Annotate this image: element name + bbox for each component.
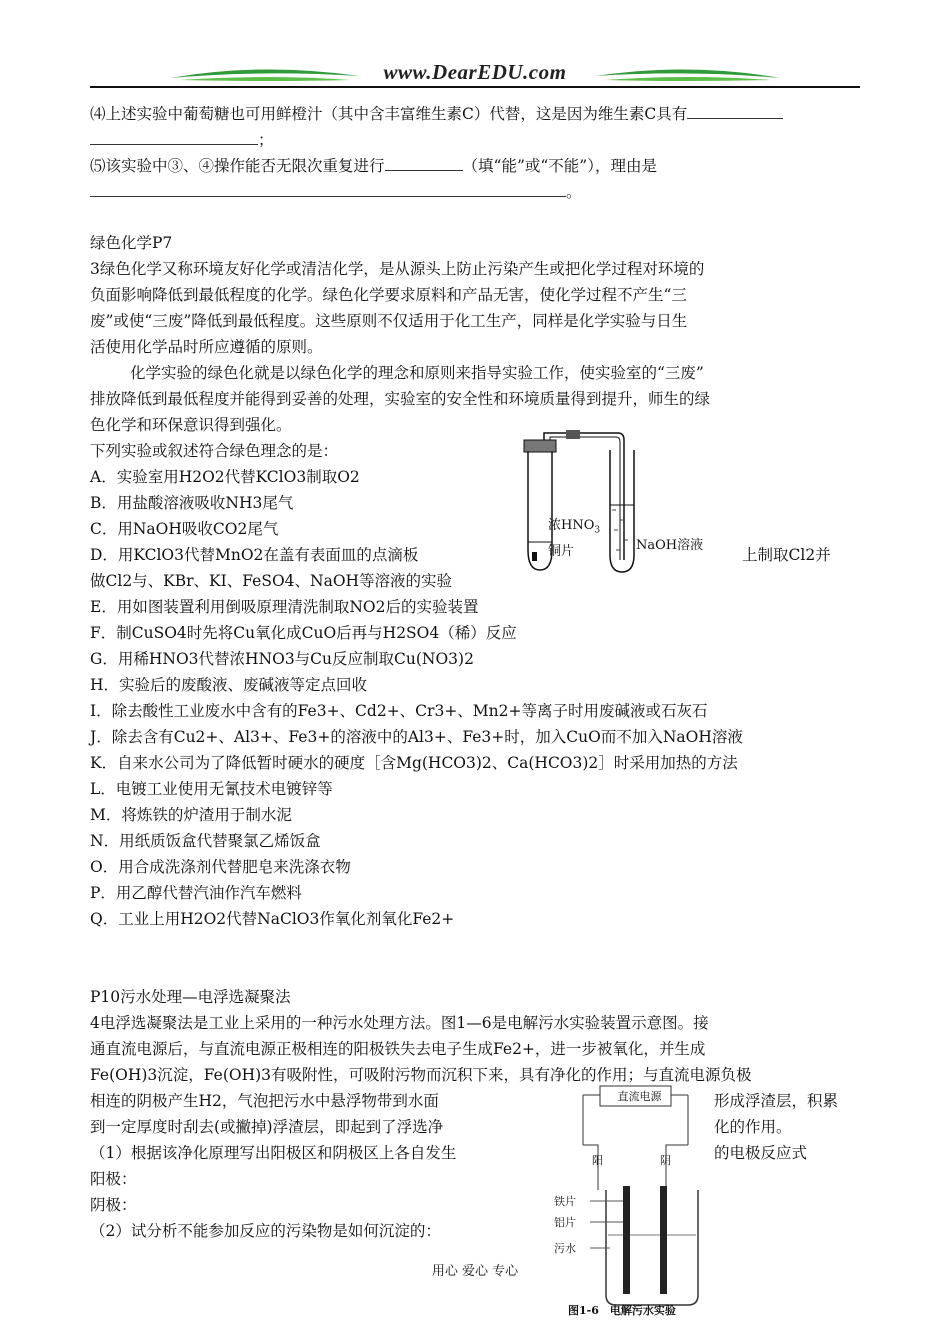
question-prompt: 下列实验或叙述符合绿色理念的是： <box>90 442 339 460</box>
question-4-line-2: ； <box>90 129 274 151</box>
paragraph-line: 到一定厚度时刮去(或撇掉)浮渣层，即起到了浮选净 <box>90 1118 444 1136</box>
option-a[interactable]: A．实验室用H2O2代替KClO3制取O2 <box>90 468 360 486</box>
question-5-line-2: 。 <box>90 181 582 203</box>
sub-question-1: （1）根据该净化原理写出阳极区和阴极区上各自发生 <box>90 1144 457 1162</box>
option-d-cont: 上制取Cl2并 <box>742 546 831 564</box>
paragraph-line: 化的作用。 <box>714 1118 792 1136</box>
paragraph-line: 废”或使“三废”降低到最低程度。这些原则不仅适用于化工生产，同样是化学实验与日生 <box>90 312 688 330</box>
option-d[interactable]: D．用KClO3代替MnO2在盖有表面皿的点滴板 <box>90 546 419 564</box>
label-cathode: 阴 <box>660 1154 671 1167</box>
answer-blank[interactable] <box>687 104 783 119</box>
option-q[interactable]: Q．工业上用H2O2代替NaClO3作氧化剂氧化Fe2+ <box>90 910 455 928</box>
paragraph-line: 4电浮选凝聚法是工业上采用的一种污水处理方法。图1—6是电解污水实验装置示意图。接 <box>90 1014 709 1032</box>
question-4-line-1 <box>90 103 783 125</box>
label-sewage: 污水 <box>554 1242 576 1255</box>
label-aluminum: 铝片 <box>554 1216 576 1229</box>
option-n[interactable]: N．用纸质饭盒代替聚氯乙烯饭盒 <box>90 832 321 850</box>
cathode-answer[interactable]: 阴极： <box>90 1196 137 1214</box>
label-iron: 铁片 <box>554 1195 576 1208</box>
paragraph-line: 通直流电源后，与直流电源正极相连的阳极铁失去电子生成Fe2+，进一步被氧化，并生成 <box>90 1040 706 1058</box>
header-rule <box>90 86 860 88</box>
paragraph-line: 排放降低到最低程度并能得到妥善的处理，实验室的安全性和环境质量得到提升，师生的绿 <box>90 390 711 408</box>
section-title-green-chem: 绿色化学P7 <box>90 234 173 252</box>
label-naoh: NaOH溶液 <box>636 538 704 553</box>
option-i[interactable]: I．除去酸性工业废水中含有的Fe3+、Cd2+、Cr3+、Mn2+等离子时用废碱液或石灰石 <box>90 702 708 720</box>
option-k[interactable]: K．自来水公司为了降低暂时硬水的硬度［含Mg(HCO3)2、Ca(HCO3)2］时采用加热的方法 <box>90 754 738 772</box>
paragraph-line: 3绿色化学又称环境友好化学或清洁化学，是从源头上防止污染产生或把化学过程对环境的 <box>90 260 705 278</box>
paragraph-line: 相连的阴极产生H2，气泡把污水中悬浮物带到水面 <box>90 1092 439 1110</box>
option-l[interactable]: L．电镀工业使用无氰技术电镀锌等 <box>90 780 333 798</box>
question-5-line-1: ⑸该实验中③、④操作能否无限次重复进行 （填“能”或“不能”），理由是 <box>90 157 657 175</box>
answer-blank[interactable] <box>90 182 566 197</box>
paragraph-line: 化学实验的绿色化就是以绿色化学的理念和原则来指导实验工作，使实验室的“三废” <box>130 364 704 382</box>
site-logo[interactable]: www.DearEDU.com <box>383 60 567 84</box>
option-m[interactable]: M．将炼铁的炉渣用于制水泥 <box>90 806 292 824</box>
option-g[interactable]: G．用稀HNO3代替浓HNO3与Cu反应制取Cu(NO3)2 <box>90 650 474 668</box>
label-conc-hno3: 浓$HNO_3$ <box>548 518 601 536</box>
page-footer: 用心 爱心 专心 <box>431 1264 519 1279</box>
option-e[interactable]: E．用如图装置利用倒吸原理清洗制取NO2后的实验装置 <box>90 598 479 616</box>
sub-question-1-cont: 的电极反应式 <box>714 1144 808 1162</box>
answer-blank[interactable] <box>385 156 463 171</box>
paragraph-line: Fe(OH)3沉淀，Fe(OH)3有吸附性，可吸附污物而沉积下来，具有净化的作用；与直流电源负极 <box>90 1066 752 1084</box>
option-h[interactable]: H．实验后的废酸液、废碱液等定点回收 <box>90 676 368 694</box>
option-p[interactable]: P．用乙醇代替汽油作汽车燃料 <box>90 884 302 902</box>
paragraph-line: 活使用化学品时所应遵循的原则。 <box>90 338 323 356</box>
apparatus-figure <box>500 430 730 580</box>
paragraph-line: 形成浮渣层，积累 <box>714 1092 839 1110</box>
anode-answer[interactable]: 阳极： <box>90 1170 137 1188</box>
paragraph-line: 负面影响降低到最低程度的化学。绿色化学要求原料和产品无害，使化学过程不产生“三 <box>90 286 687 304</box>
option-d-line-2: 做Cl2与、KBr、KI、FeSO4、NaOH等溶液的实验 <box>90 572 453 590</box>
label-anode: 阳 <box>592 1154 603 1167</box>
answer-blank[interactable] <box>90 130 258 145</box>
question-4-text: ⑷上述实验中葡萄糖也可用鲜橙汁（其中含丰富维生素C）代替，这是因为维生素C具有 <box>90 105 688 123</box>
option-o[interactable]: O．用合成洗涤剂代替肥皂来洗涤衣物 <box>90 858 351 876</box>
label-dc-power: 直流电源 <box>617 1090 662 1103</box>
option-c[interactable]: C．用NaOH吸收CO2尾气 <box>90 520 279 538</box>
figure-caption: 图1-6 电解污水实验 <box>568 1304 676 1317</box>
sub-question-2: （2）试分析不能参加反应的污染物是如何沉淀的： <box>90 1222 441 1240</box>
test-tube-apparatus-icon <box>500 430 730 580</box>
paragraph-line: 色化学和环保意识得到强化。 <box>90 416 292 434</box>
section-title-sewage: P10污水处理—电浮选凝聚法 <box>90 988 291 1006</box>
electrolysis-figure <box>548 1080 723 1320</box>
option-j[interactable]: J．除去含有Cu2+、Al3+、Fe3+的溶液中的Al3+、Fe3+时，加入CuO而不加入NaOH溶液 <box>90 728 743 746</box>
page-header <box>90 60 860 92</box>
option-b[interactable]: B．用盐酸溶液吸收NH3尾气 <box>90 494 294 512</box>
option-f[interactable]: F．制CuSO4时先将Cu氧化成CuO后再与H2SO4（稀）反应 <box>90 624 517 642</box>
label-copper: 铜片 <box>548 544 575 559</box>
